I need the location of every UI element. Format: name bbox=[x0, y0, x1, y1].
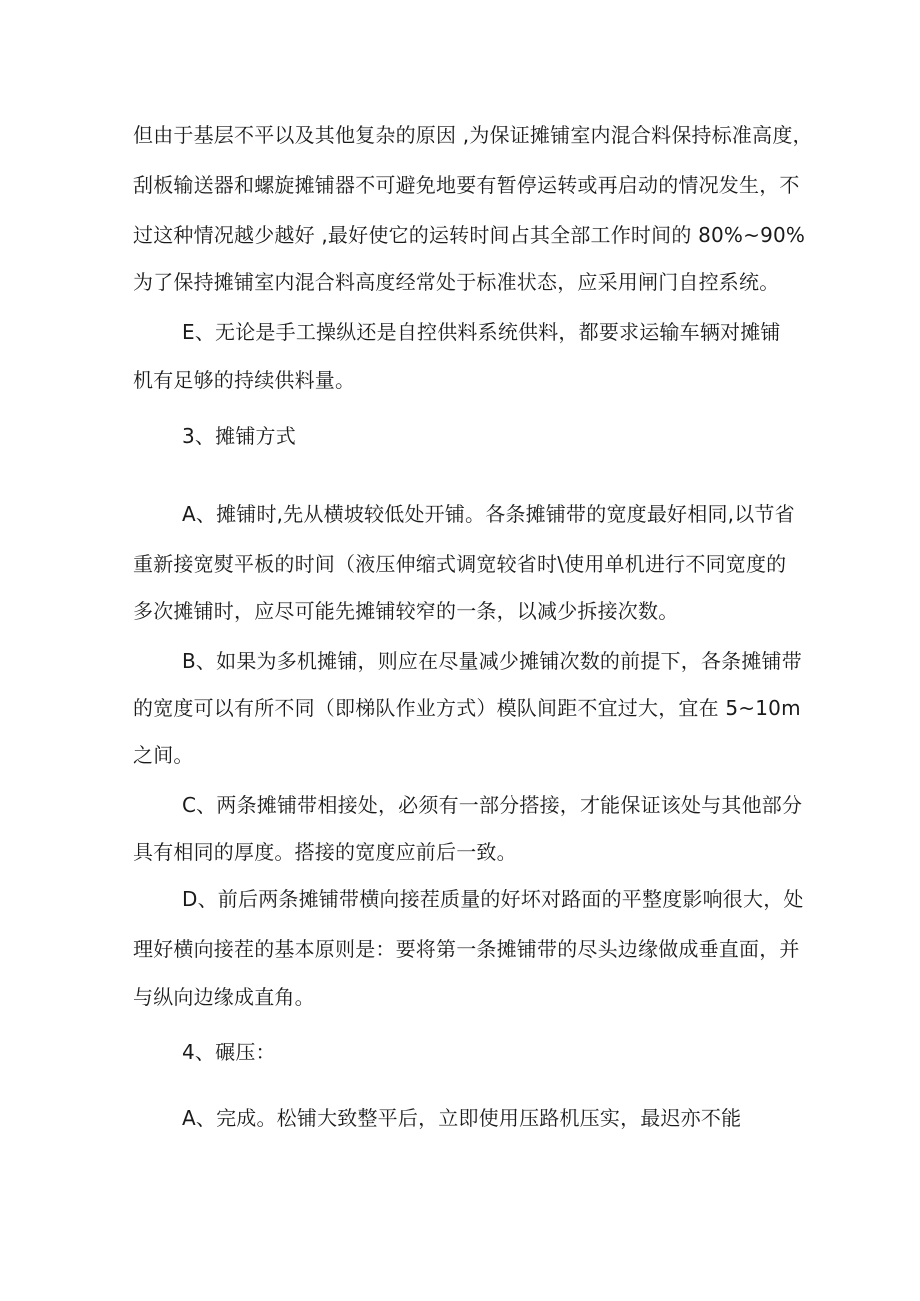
text-line: E、无论是手工操纵还是自控供料系统供料，都要求运输车辆对摊铺 bbox=[182, 320, 781, 344]
text-line: 多次摊铺时，应尽可能先摊铺较窄的一条，以减少拆接次数。 bbox=[133, 599, 679, 623]
text-line: 过这种情况越少越好 ,最好使它的运转时间占其全部工作时间的 80%~90% bbox=[133, 223, 806, 247]
text-line: 但由于基层不平以及其他复杂的原因 ,为保证摊铺室内混合料保持标准高度， bbox=[133, 123, 813, 147]
text-line: 之间。 bbox=[133, 743, 194, 767]
text-line: D、前后两条摊铺带横向接茬质量的好坏对路面的平整度影响很大，处 bbox=[182, 887, 804, 911]
text-line: 具有相同的厚度。搭接的宽度应前后一致。 bbox=[133, 840, 517, 864]
text-line: C、两条摊铺带相接处，必须有一部分搭接，才能保证该处与其他部分 bbox=[182, 793, 803, 817]
text-line: 与纵向边缘成直角。 bbox=[133, 985, 315, 1009]
section-heading: 4、碾压： bbox=[182, 1040, 276, 1064]
text-line: 重新接宽熨平板的时间（液压伸缩式调宽较省时\使用单机进行不同宽度的 bbox=[133, 552, 787, 576]
text-line: B、如果为多机摊铺，则应在尽量减少摊铺次数的前提下，各条摊铺带 bbox=[182, 649, 802, 673]
text-line: 机有足够的持续供料量。 bbox=[133, 368, 356, 392]
text-line: A、摊铺时,先从横坡较低处开铺。各条摊铺带的宽度最好相同,以节省 bbox=[182, 502, 795, 526]
section-heading: 3、摊铺方式 bbox=[182, 424, 296, 448]
text-line: 理好横向接茬的基本原则是：要将第一条摊铺带的尽头边缘做成垂直面，并 bbox=[133, 937, 800, 961]
text-line: 为了保持摊铺室内混合料高度经常处于标准状态，应采用闸门自控系统。 bbox=[133, 270, 780, 294]
text-line: 的宽度可以有所不同（即梯队作业方式）模队间距不宜过大，宜在 5~10m bbox=[133, 696, 801, 720]
text-line: A、完成。松铺大致整平后，立即使用压路机压实，最迟亦不能 bbox=[182, 1106, 742, 1130]
text-line: 刮板输送器和螺旋摊铺器不可避免地要有暂停运转或再启动的情况发生，不 bbox=[133, 173, 800, 197]
